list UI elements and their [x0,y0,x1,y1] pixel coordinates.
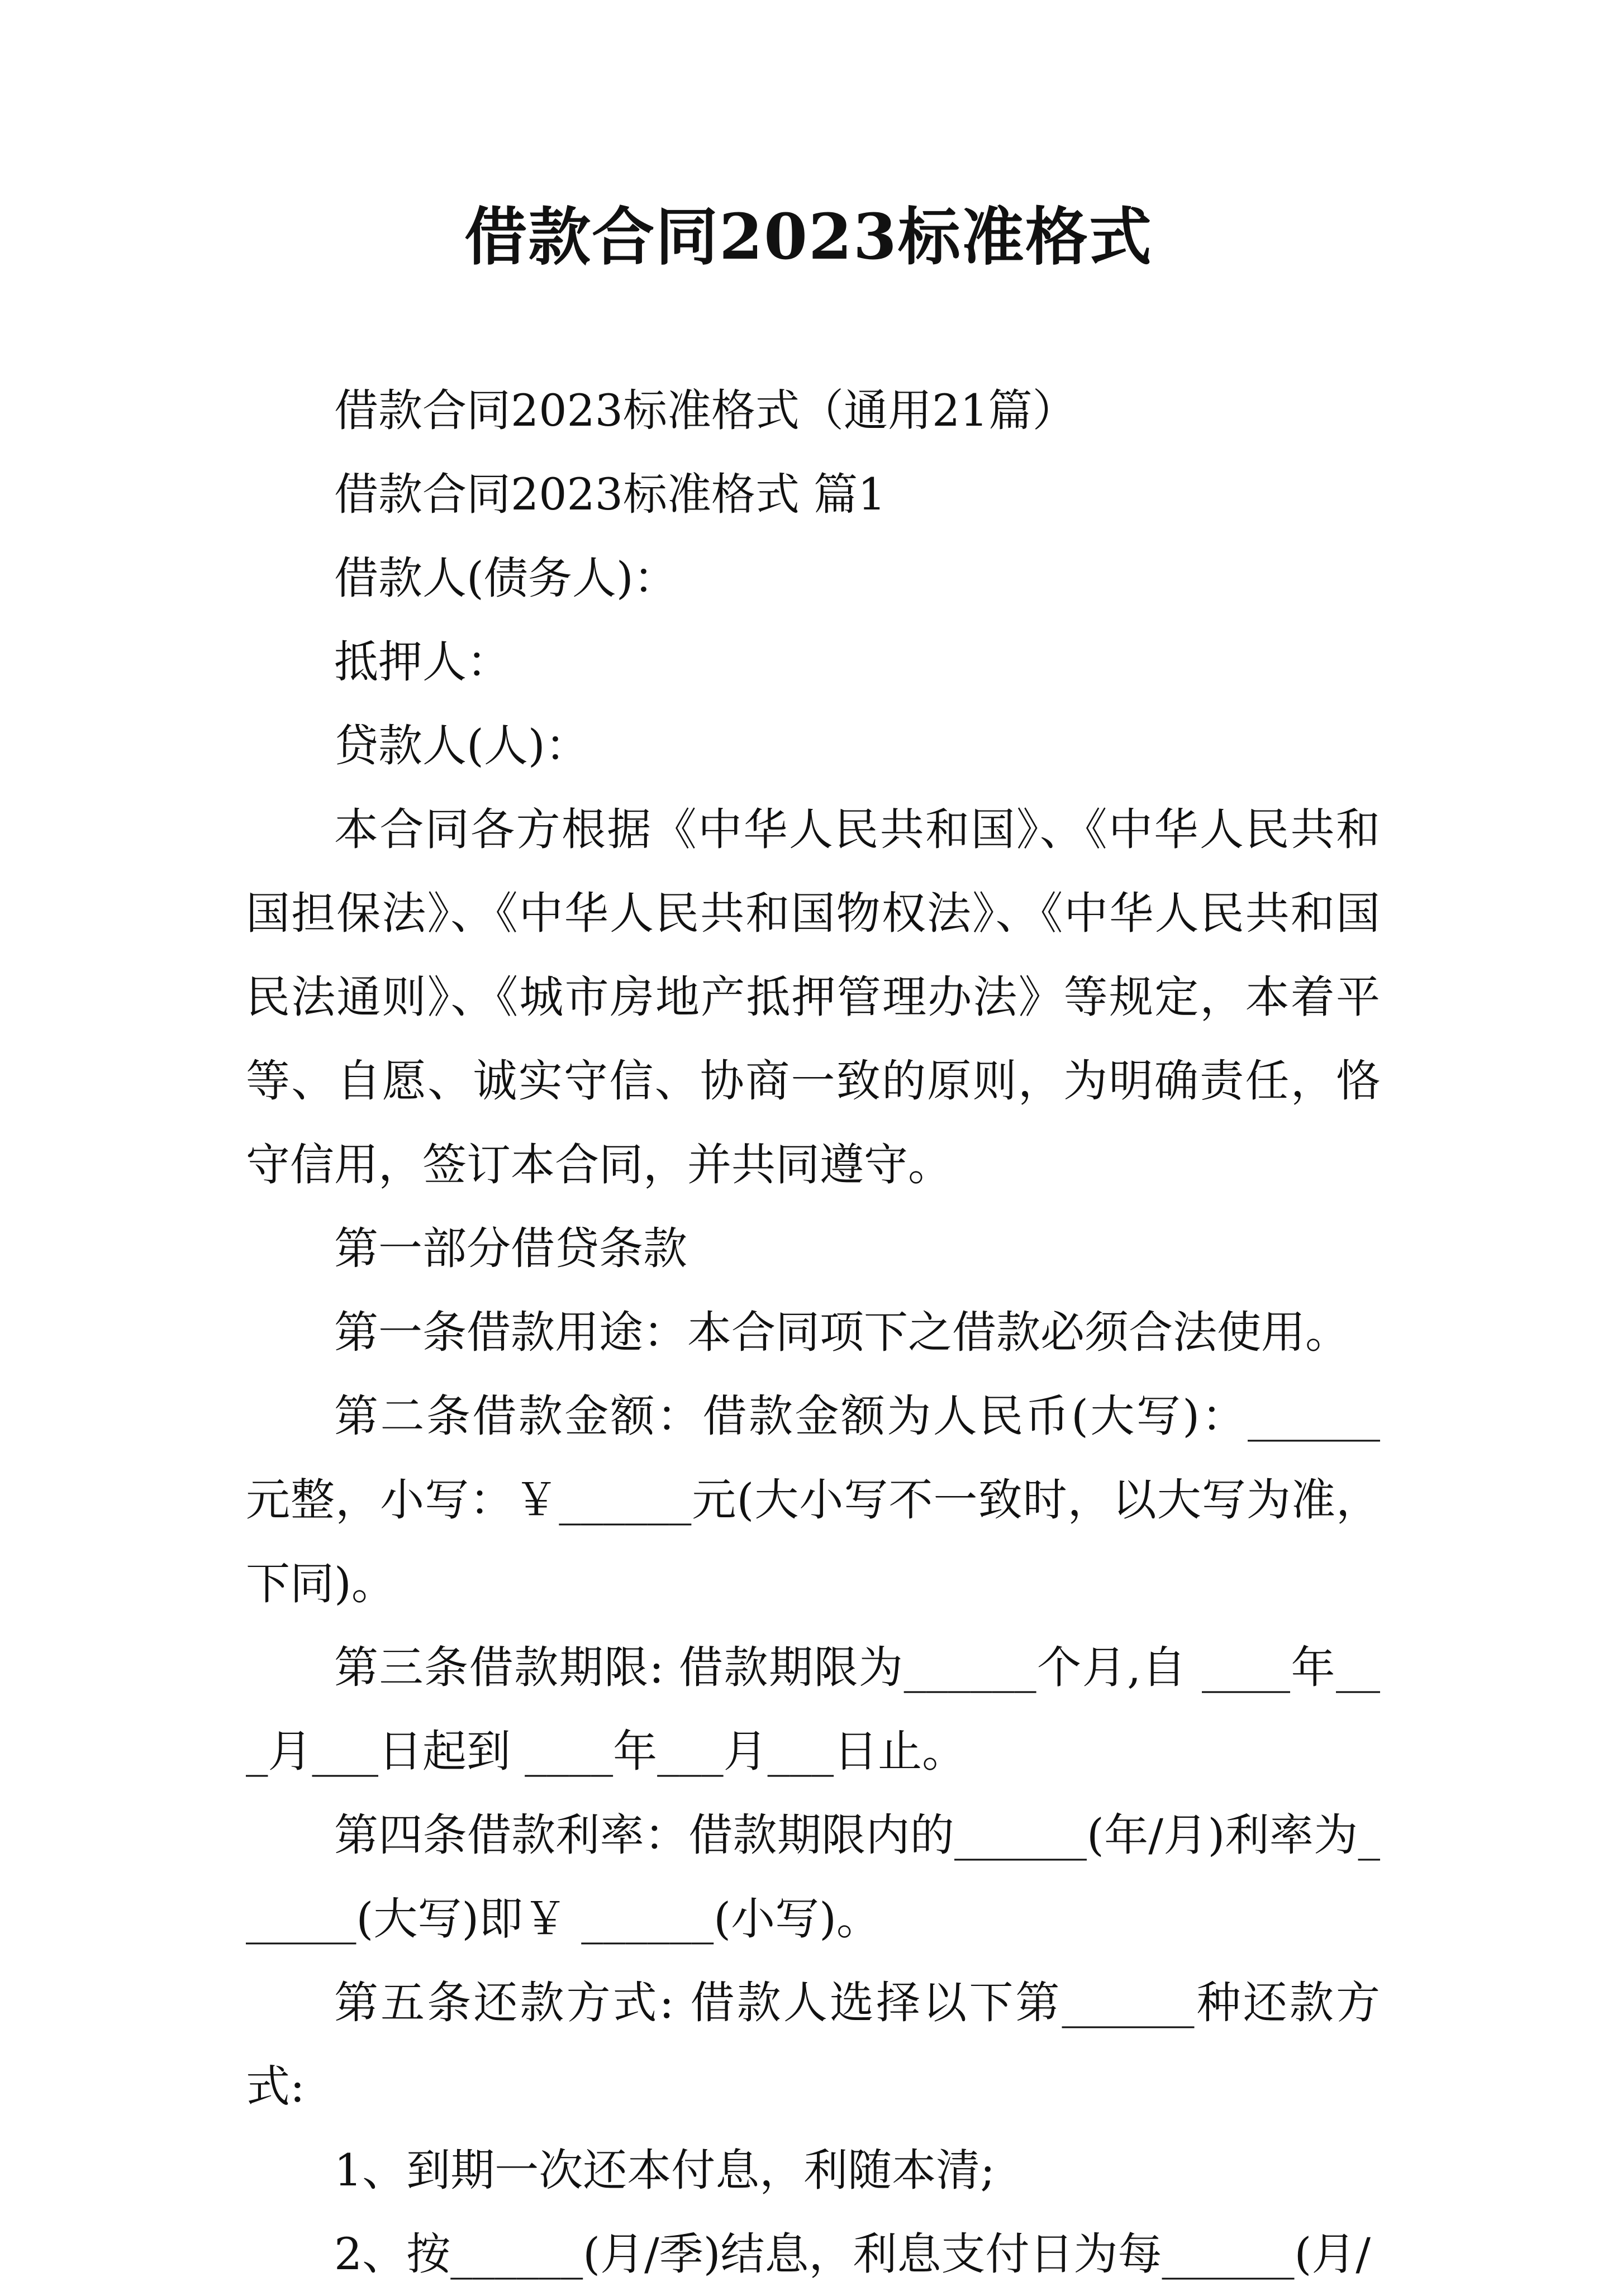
paragraph-subtitle: 借款合同2023标准格式（通用21篇） [334,385,1077,436]
document-body [246,369,1380,2296]
paragraph-article-2: 第二条借款金额：借款金额为人民币(大写)：______元整，小写：￥______元(大小写不一致时，以大写为准，下同)。 [246,1390,1380,1609]
paragraph-article-1: 第一条借款用途：本合同项下之借款必须合法使用。 [334,1307,1349,1358]
paragraph-preamble: 本合同各方根据《中华人民共和国》、《中华人民共和国担保法》、《中华人民共和国物权法》、《中华人民共和国民法通则》、《城市房地产抵押管理办法》等规定，本着平等、自愿、诚实守信、协商一致的原则，为明确责任，恪守信用，签订本合同，并共同遵守。 [246,804,1380,1190]
paragraph-article-4: 第四条借款利率：借款期限内的______(年/月)利率为______(大写)即￥ ______(小写)。 [246,1809,1380,1945]
paragraph-article-3: 第三条借款期限: 借款期限为______个月,自 ____年___月___日起到 ____年___月___日止。 [246,1642,1380,1777]
paragraph-article-5: 第五条还款方式: 借款人选择以下第______种还款方式: [246,1977,1380,2112]
paragraph-repayment-option-2: 2、按______(月/季)结息，利息支付日为每______(月/ [334,2228,1371,2280]
paragraph-repayment-option-1: 1、到期一次还本付息，利随本清; [334,2145,995,2196]
paragraph-part-one-heading: 第一部分借贷条款 [334,1223,687,1274]
document-title: 借款合同2023标准格式 [464,201,1153,274]
paragraph-borrower: 借款人(债务人)： [334,552,678,604]
paragraph-section-heading: 借款合同2023标准格式 篇1 [334,469,886,520]
paragraph-lender: 贷款人(人)： [334,720,589,771]
paragraph-mortgagor: 抵押人： [334,636,511,688]
